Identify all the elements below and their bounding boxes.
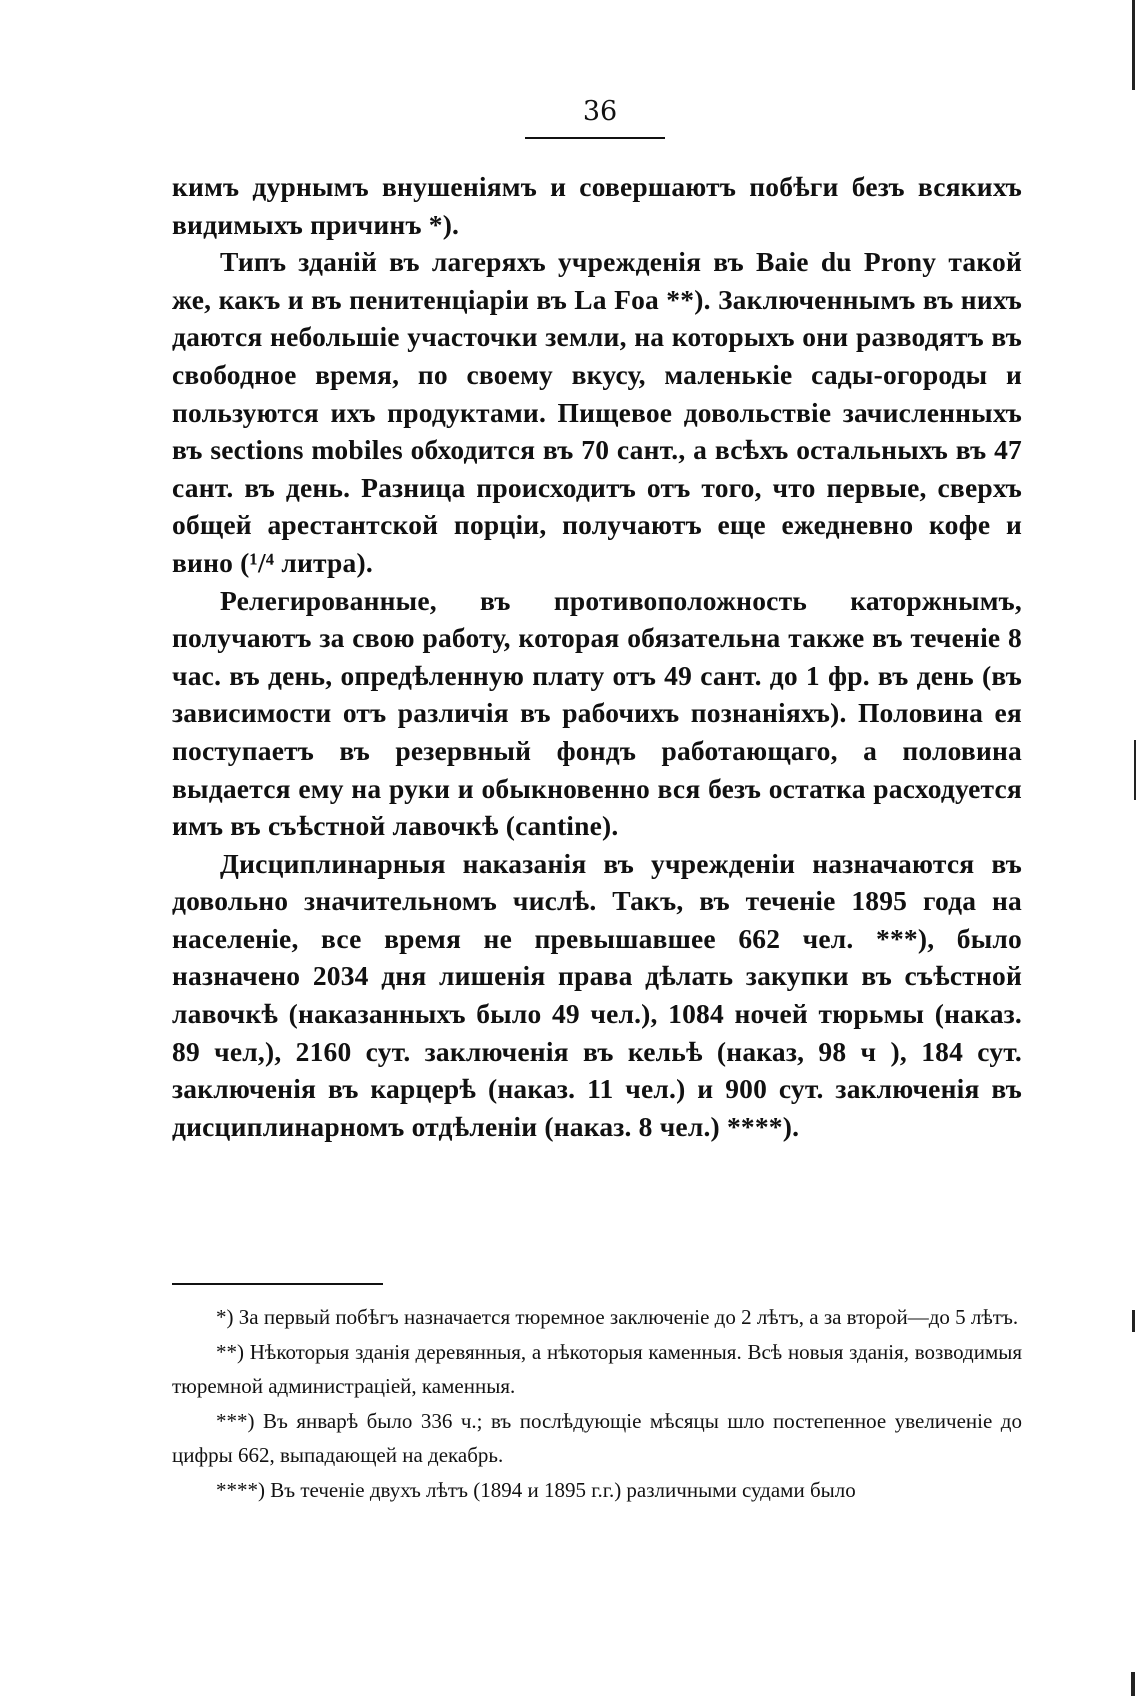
footnotes: [172, 1300, 1022, 1507]
page-number: 36: [582, 96, 618, 127]
paragraph-4: Дисциплинарныя наказанія въ учрежденіи назначаются въ довольно значительномъ числѣ. Такъ, въ теченіе 1895 года на населеніе, все время не превышавшее 662 чел. ***), было назначено 2034 дня лишенія права дѣлать закупки въ съѣстной лавочкѣ (наказанныхъ было 49 чел.), 1084 ночей тюрьмы (наказ. 89 чел,), 2160 сут. заключенія въ кельѣ (наказ, 98 ч ), 184 сут. заключенія въ карцерѣ (наказ. 11 чел.) и 900 сут. заключенія въ дисциплинарномъ отдѣленіи (наказ. 8 чел.) ****).: [172, 847, 1022, 1142]
footnote-1: *) За первый побѣгъ назначается тюремное заключеніе до 2 лѣтъ, а за второй—до 5 лѣтъ.: [216, 1305, 1019, 1329]
paragraph-2: Типъ зданій въ лагеряхъ учрежденія въ Baie du Prony такой же, какъ и въ пенитенціаріи въ La Foa **). Заключеннымъ въ нихъ даются небольшіе участочки земли, на которыхъ они разводятъ въ свободное время, по своему вкусу, маленькіе сады-огороды и пользуются ихъ продуктами. Пищевое довольствіе зачисленныхъ въ sections mobiles обходится въ 70 сант., а всѣхъ остальныхъ въ 47 сант. въ день. Разница происходитъ отъ того, что первые, сверхъ общей арестантской порціи, получаютъ еще ежедневно кофе и вино (¹/⁴ литра).: [172, 246, 1022, 578]
scan-edge-mark: [1132, 1310, 1135, 1332]
main-text: [172, 168, 1022, 1145]
footnote-3: ***) Въ январѣ было 336 ч.; въ послѣдующіе мѣсяцы шло постепенное увеличеніе до цифры 662, выпадающей на декабрь.: [172, 1408, 1022, 1467]
scan-edge-mark: [1134, 740, 1136, 800]
footnote-rule: [172, 1283, 383, 1285]
scan-edge-mark: [1132, 0, 1135, 90]
paragraph-1: кимъ дурнымъ внушеніямъ и совершаютъ побѣги безъ всякихъ видимыхъ причинъ *).: [172, 171, 1022, 240]
paragraph-3: Релегированные, въ противоположность каторжнымъ, получаютъ за свою работу, которая обязательна также въ теченіе 8 час. въ день, опредѣленную плату отъ 49 сант. до 1 фр. въ день (въ зависимости отъ различія въ рабочихъ познаніяхъ). Половина ея поступаетъ въ резервный фондъ работающаго, а половина выдается ему на руки и обыкновенно вся безъ остатка расходуется имъ въ съѣстной лавочкѣ (cantine).: [172, 584, 1022, 842]
footnote-2: **) Нѣкоторыя зданія деревянныя, а нѣкоторыя каменныя. Всѣ новыя зданія, возводимыя тюремной администраціей, каменныя.: [172, 1339, 1022, 1398]
footnote-4: ****) Въ теченіе двухъ лѣтъ (1894 и 1895 г.г.) различными судами было: [216, 1477, 856, 1502]
scan-edge-mark: [1131, 1672, 1135, 1696]
header-rule: [525, 137, 665, 139]
